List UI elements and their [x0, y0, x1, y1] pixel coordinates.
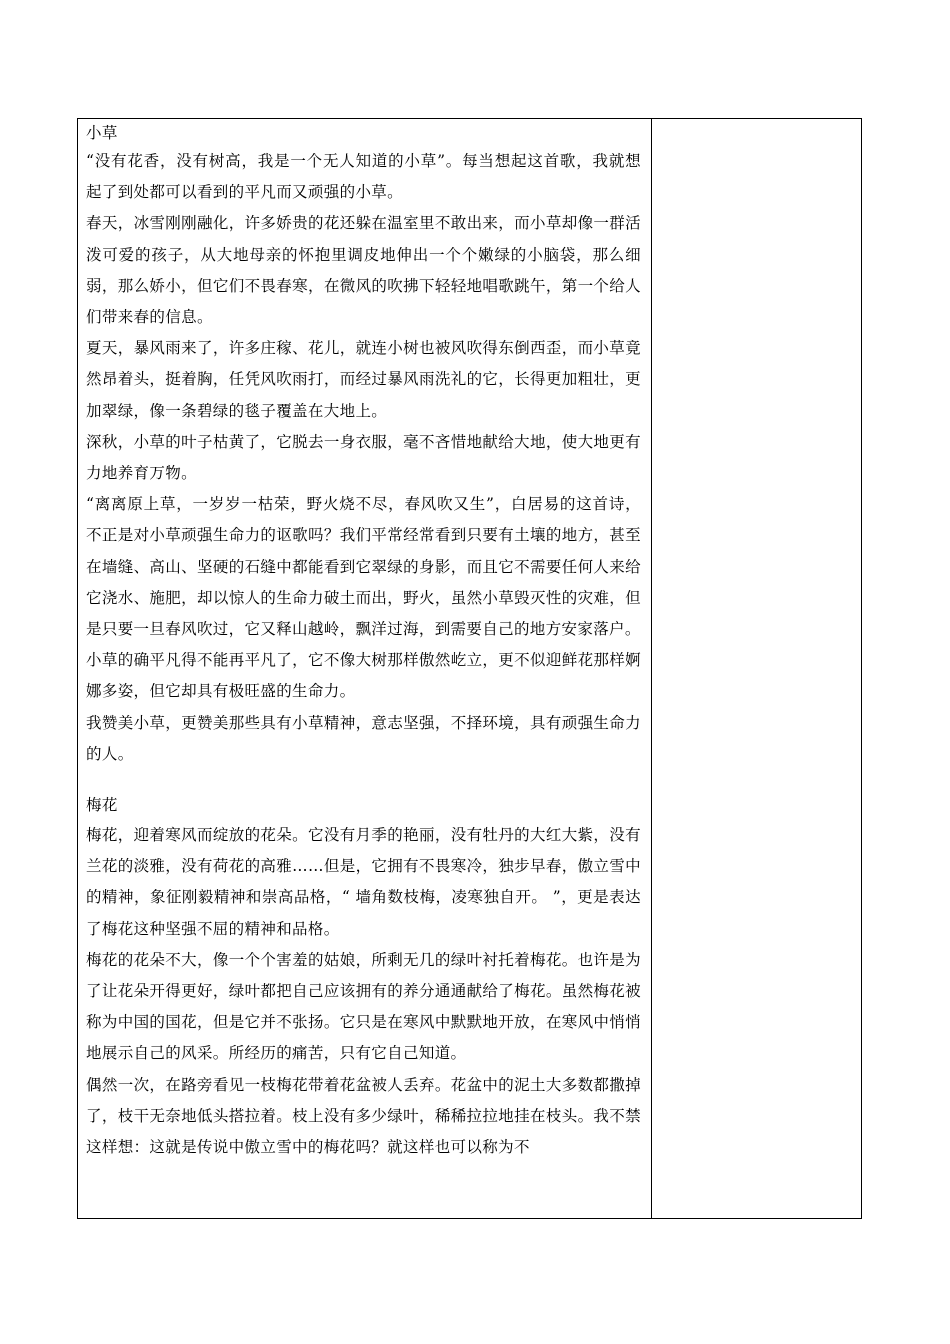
paragraph: 梅花的花朵不大，像一个个害羞的姑娘，所剩无几的绿叶衬托着梅花。也许是为了让花朵开得更好，绿叶都把自己应该拥有的养分通通献给了梅花。虽然梅花被称为中国的国花，但是它并不张扬。它只是在寒风中默默地开放，在寒风中悄悄地展示自己的风采。所经历的痛苦，只有它自己知道。 [86, 950, 641, 1063]
paragraph: “没有花香，没有树高，我是一个无人知道的小草”。每当想起这首歌，我就想起了到处都可以看到的平凡而又顽强的小草。 [86, 152, 641, 202]
section-title-xiaocao: 小草 [86, 124, 118, 142]
paragraph: “离离原上草，一岁岁一枯荣，野火烧不尽，春风吹又生”，白居易的这首诗，不正是对小草顽强生命力的讴歌吗？我们平常经常看到只要有土壤的地方，甚至在墙缝、高山、坚硬的石缝中都能看到它翠绿的身影，而且它不需要任何人来给它浇水、施肥，却以惊人的生命力破土而出，野火，虽然小草毁灭性的灾难，但是只要一旦春风吹过，它又释山越岭，飘洋过海，到需要自己的地方安家落户。 [86, 495, 641, 639]
paragraph: 夏天，暴风雨来了，许多庄稼、花儿，就连小树也被风吹得东倒西歪，而小草竟然昂着头，挺着胸，任凭风吹雨打，而经过暴风雨洗礼的它，长得更加粗壮，更加翠绿，像一条碧绿的毯子覆盖在大地上。 [86, 339, 641, 420]
paragraph: 深秋，小草的叶子枯黄了，它脱去一身衣服，毫不吝惜地献给大地，使大地更有力地养育万物。 [86, 432, 641, 483]
paragraph: 小草的确平凡得不能再平凡了，它不像大树那样傲然屹立，更不似迎鲜花那样婀娜多姿，但它却具有极旺盛的生命力。 [86, 651, 641, 701]
side-notes-cell [652, 119, 862, 1219]
paragraph: 偶然一次，在路旁看见一枝梅花带着花盆被人丢弃。花盆中的泥土大多数都撒掉了，枝干无奈地低头搭拉着。枝上没有多少绿叶，稀稀拉拉地挂在枝头。我不禁这样想：这就是传说中傲立雪中的梅花吗？就这样也可以称为不 [86, 1075, 641, 1157]
main-content-cell [78, 119, 652, 1219]
paragraph: 春天，冰雪刚刚融化，许多娇贵的花还躲在温室里不敢出来，而小草却像一群活泼可爱的孩子，从大地母亲的怀抱里调皮地伸出一个个嫩绿的小脑袋，那么细弱，那么娇小，但它们不畏春寒，在微风的吹拂下轻轻地唱歌跳午，第一个给人们带来春的信息。 [86, 214, 641, 327]
essay-content [78, 119, 651, 1218]
paragraph: 我赞美小草，更赞美那些具有小草精神，意志坚强，不择环境，具有顽强生命力的人。 [86, 713, 641, 763]
paragraph: 梅花，迎着寒风而绽放的花朵。它没有月季的艳丽，没有牡丹的大红大紫，没有兰花的淡雅，没有荷花的高雅……但是，它拥有不畏寒冷，独步早春，傲立雪中的精神，象征刚毅精神和崇高品格，“ 墙角数枝梅，凌寒独自开。 ”，更是表达了梅花这种坚强不屈的精神和品格。 [86, 826, 641, 938]
table-row [78, 119, 862, 1219]
section-title-meihua: 梅花 [86, 796, 118, 815]
essay-table [77, 118, 862, 1219]
